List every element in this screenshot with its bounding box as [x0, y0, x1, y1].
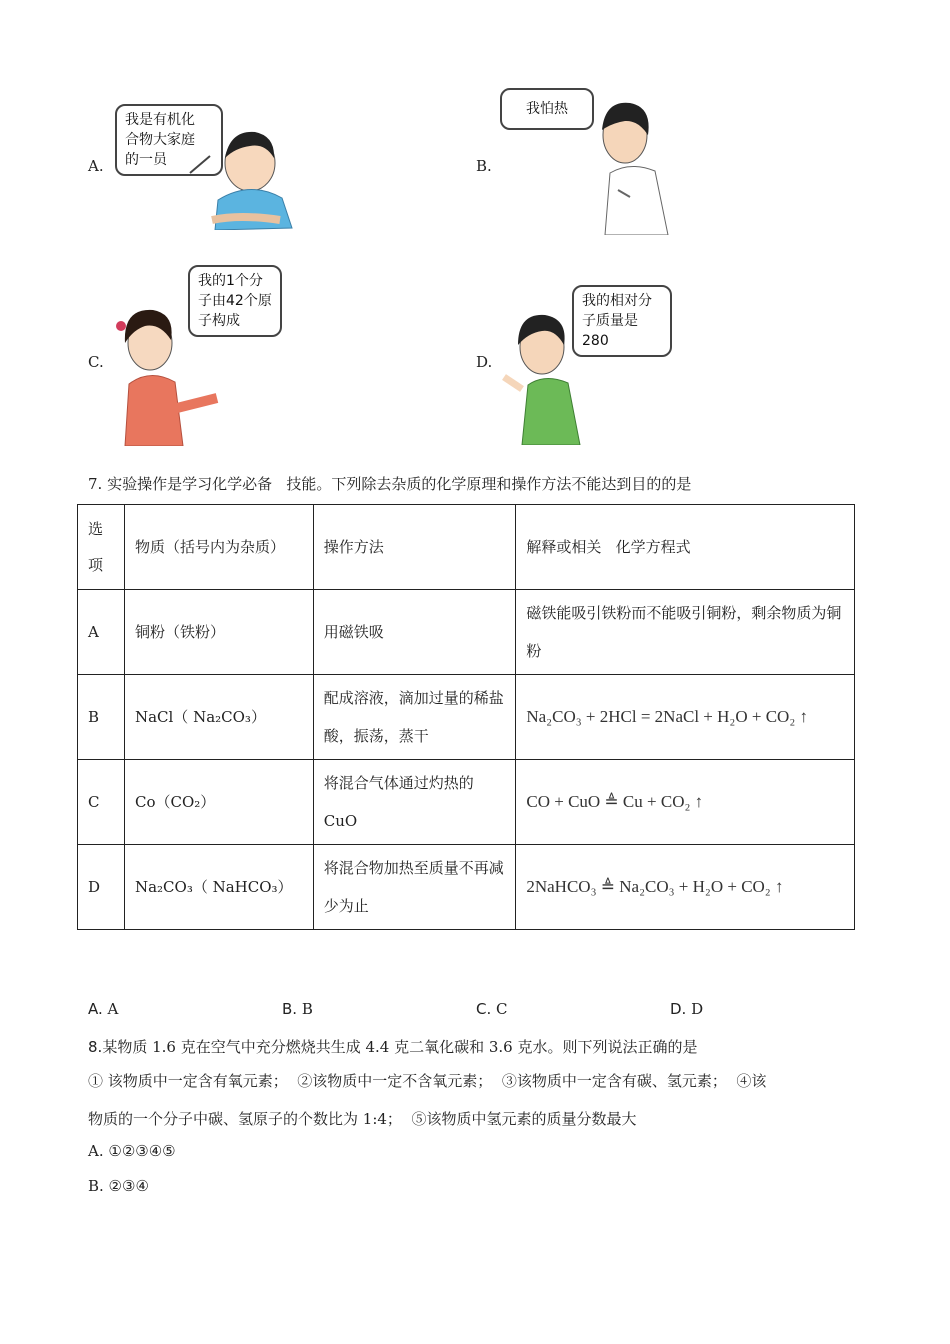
answer-letter: B. — [282, 1000, 298, 1018]
bubble-line: 的一员 — [125, 152, 167, 168]
row-equation: Na₂CO₃ + 2HCl = 2NaCl + H₂O + CO₂ ↑ — [516, 675, 855, 760]
row-equation: CO + CuO ≜ Cu + CO₂ ↑ — [516, 760, 855, 845]
answer-text: D — [691, 1000, 704, 1018]
q7-answer-a[interactable] — [88, 1000, 118, 1018]
table-row — [78, 845, 855, 930]
q8-statements-line2: 物质的一个分子中碳、氢原子的个数比为 1:4； ⑤该物质中氢元素的质量分数最大 — [88, 1110, 637, 1128]
row-explain: 磁铁能吸引铁粉而不能吸引铜粉，剩余物质为铜粉 — [516, 590, 855, 675]
q8-number: 8. — [88, 1038, 103, 1056]
q8-option-b[interactable]: B. ②③④ — [88, 1177, 149, 1195]
q8-stem-text: 某物质 1.6 克在空气中充分燃烧共生成 4.4 克二氧化碳和 3.6 克水。则下列说法正确的是 — [102, 1038, 698, 1056]
answer-letter: C. — [476, 1000, 492, 1018]
row-substance: Na₂CO₃（ NaHCO₃） — [124, 845, 313, 930]
bubble-line: 我的相对分 — [582, 293, 652, 309]
q6-option-b-label: B. — [476, 157, 492, 175]
answer-letter: A. — [88, 1000, 103, 1018]
bubble-line: 我的1个分 — [198, 273, 263, 289]
table-row — [78, 760, 855, 845]
q7-stem: 7. 实验操作是学习化学必备 技能。下列除去杂质的化学原理和操作方法不能达到目的的是 — [88, 475, 692, 493]
q6-option-c-label: C. — [88, 353, 104, 371]
header-method: 操作方法 — [313, 505, 516, 590]
bubble-line: 子构成 — [198, 313, 240, 329]
bubble-line: 我怕热 — [526, 101, 568, 117]
q8-stem — [88, 1036, 698, 1057]
q6-option-d-label: D. — [476, 353, 493, 371]
row-substance: NaCl（ Na₂CO₃） — [124, 675, 313, 760]
boy-figure-a — [170, 118, 300, 230]
bubble-line: 子由42个原 — [198, 293, 272, 309]
boy-figure-b — [580, 95, 680, 235]
table-row — [78, 590, 855, 675]
header-option: 选 项 — [78, 505, 125, 590]
bubble-line: 合物大家庭 — [125, 132, 195, 148]
row-equation: 2NaHCO₃ ≜ Na₂CO₃ + H₂O + CO₂ ↑ — [516, 845, 855, 930]
q6-option-a-label: A. — [88, 157, 104, 175]
answer-text: C — [496, 1000, 508, 1018]
bubble-line: 我是有机化 — [125, 112, 195, 128]
answer-text: B — [301, 1000, 313, 1018]
row-option: D — [78, 845, 125, 930]
boy-figure-d — [500, 305, 590, 445]
table-row — [78, 675, 855, 760]
row-method: 配成溶液，滴加过量的稀盐酸，振荡，蒸干 — [313, 675, 516, 760]
q7-answer-b[interactable] — [282, 1000, 313, 1018]
girl-figure-c — [105, 298, 230, 446]
row-option: B — [78, 675, 125, 760]
answer-letter: D. — [670, 1000, 687, 1018]
row-substance: Co（CO₂） — [124, 760, 313, 845]
row-option: C — [78, 760, 125, 845]
row-option: A — [78, 590, 125, 675]
row-method: 将混合气体通过灼热的CuO — [313, 760, 516, 845]
q8-statements-line1: ① 该物质中一定含有氧元素； ②该物质中一定不含氧元素； ③该物质中一定含有碳、氢元素； ④该 — [88, 1072, 767, 1090]
q7-answer-d[interactable] — [670, 1000, 703, 1018]
row-substance: 铜粉（铁粉） — [124, 590, 313, 675]
row-method: 将混合物加热至质量不再减少为止 — [313, 845, 516, 930]
q8-option-a[interactable]: A. ①②③④⑤ — [88, 1142, 176, 1160]
row-method: 用磁铁吸 — [313, 590, 516, 675]
answer-text: A — [107, 1000, 119, 1018]
q7-answer-c[interactable] — [476, 1000, 508, 1018]
table-header-row — [78, 505, 855, 590]
q7-table — [77, 504, 855, 930]
header-explain: 解释或相关 化学方程式 — [516, 505, 855, 590]
header-substance: 物质（括号内为杂质） — [124, 505, 313, 590]
bubble-line: 子质量是280 — [582, 313, 638, 349]
